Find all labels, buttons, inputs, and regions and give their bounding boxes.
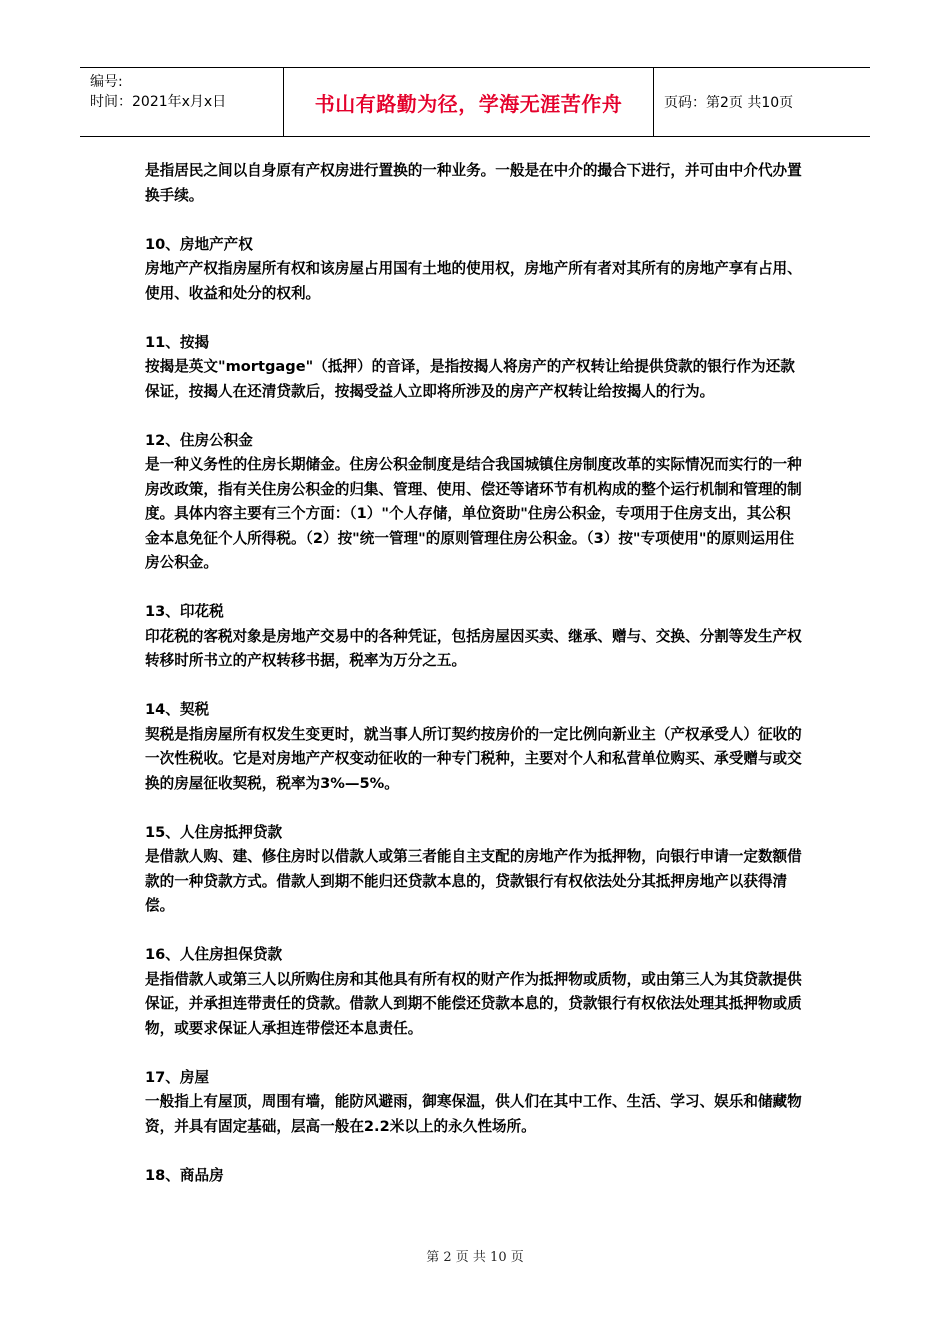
section-13 — [145, 600, 805, 674]
section-16 — [145, 943, 805, 1041]
header-page-info: 页码：第2页 共10页 — [664, 95, 794, 111]
page-footer: 第 2 页 共 10 页 — [426, 1250, 524, 1265]
section-body: 印花税的客税对象是房地产交易中的各种凭证，包括房屋因买卖、继承、赠与、交换、分割等发生产权转移时所书立的产权转移书据，税率为万分之五。 — [145, 627, 802, 669]
section-body: 是借款人购、建、修住房时以借款人或第三者能自主支配的房地产作为抵押物，向银行申请一定数额借款的一种贷款方式。借款人到期不能归还贷款本息的，贷款银行有权依法处分其抵押房地产以获得清偿。 — [145, 848, 802, 914]
section-11 — [145, 331, 805, 405]
section-body: 按揭是英文"mortgage"（抵押）的音译，是指按揭人将房产的产权转让给提供贷款的银行作为还款保证，按揭人在还清贷款后，按揭受益人立即将所涉及的房产产权转让给按揭人的行为。 — [145, 358, 795, 400]
section-body: 契税是指房屋所有权发生变更时，就当事人所订契约按房价的一定比例向新业主（产权承受人）征收的一次性税收。它是对房地产产权变动征收的一种专门税种，主要对个人和私营单位购买、承受赠与或交换的房屋征收契税，税率为3%—5%。 — [145, 725, 802, 792]
number-label: 编号: — [90, 74, 123, 90]
section-body: 是一种义务性的住房长期储金。住房公积金制度是结合我国城镇住房制度改革的实际情况而实行的一种房改政策，指有关住房公积金的归集、管理、使用、偿还等诸环节有机构成的整个运行机制和管理的制度。具体内容主要有三个方面：（1）"个人存储，单位资助"住房公积金，专项用于住房支出，其公积金本息免征个人所得税。（2）按"统一管理"的原则管理住房公积金。（3）按"专项使用"的原则运用住房公积金。 — [145, 456, 802, 571]
section-body: 房地产产权指房屋所有权和该房屋占用国有土地的使用权，房地产所有者对其所有的房地产享有占用、使用、收益和处分的权利。 — [145, 260, 802, 302]
section-body: 一般指上有屋顶，周围有墙，能防风避雨，御寒保温，供人们在其中工作、生活、学习、娱乐和储藏物资，并具有固定基础，层高一般在2.2米以上的永久性场所。 — [145, 1093, 802, 1135]
section-title: 11、按揭 — [145, 333, 210, 351]
section-body: 是指借款人或第三人以所购住房和其他具有所有权的财产作为抵押物或质物，或由第三人为其贷款提供保证，并承担连带责任的贷款。借款人到期不能偿还贷款本息的，贷款银行有权依法处理其抵押物或质物，或要求保证人承担连带偿还本息责任。 — [145, 970, 802, 1037]
section-18 — [145, 1164, 805, 1189]
section-title: 16、人住房担保贷款 — [145, 946, 283, 963]
section-title: 14、契税 — [145, 701, 210, 718]
section-17 — [145, 1066, 805, 1140]
time-label: 时间：2021年x月x日 — [90, 94, 227, 110]
document-body — [145, 159, 805, 1188]
section-15 — [145, 821, 805, 919]
section-title: 13、印花税 — [145, 603, 224, 620]
header-meta — [80, 68, 283, 136]
page-header — [80, 67, 870, 137]
section-title: 18、商品房 — [145, 1166, 224, 1184]
section-14 — [145, 698, 805, 796]
section-title: 12、住房公积金 — [145, 431, 253, 449]
section-12 — [145, 429, 805, 576]
section-title: 15、人住房抵押贷款 — [145, 823, 283, 841]
intro-paragraph: 是指居民之间以自身原有产权房进行置换的一种业务。一般是在中介的撮合下进行，并可由中介代办置换手续。 — [145, 162, 802, 204]
header-motto: 书山有路勤为径，学海无涯苦作舟 — [283, 68, 654, 136]
section-title: 10、房地产产权 — [145, 235, 253, 253]
section-title: 17、房屋 — [145, 1068, 210, 1086]
section-10 — [145, 233, 805, 307]
